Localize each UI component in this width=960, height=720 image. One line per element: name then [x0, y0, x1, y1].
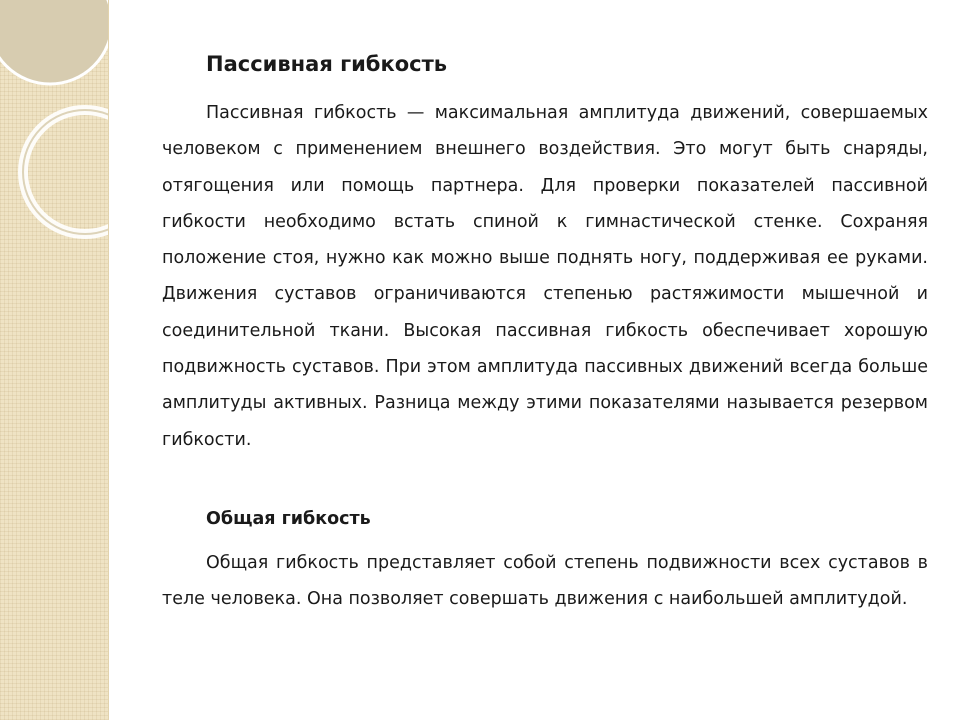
- heading-general-flexibility: Общая гибкость: [206, 509, 371, 529]
- decorative-circles: [0, 0, 108, 720]
- decorative-side-panel: [0, 0, 109, 720]
- decorative-ring-large: [23, 110, 108, 234]
- paragraph-general-flexibility: Общая гибкость представляет собой степень подвижности всех суставов в теле человека. Она позволяет совершать движения с наибольшей амплитудой.: [162, 553, 928, 610]
- heading-passive-flexibility: Пассивная гибкость: [206, 52, 448, 76]
- decorative-circle-filled: [0, 0, 108, 84]
- paragraph-passive-flexibility: Пассивная гибкость — максимальная амплитуда движений, совершаемых человеком с применением внешнего воздействия. Это могут быть снаряды, отягощения или помощь партнера. Для проверки показателей пассивной гибкости необходимо встать спиной к гимнастической стенке. Сохраняя положение стоя, нужно как можно выше поднять ногу, поддерживая ее руками. Движения суставов ограничиваются степенью растяжимости мышечной и соединительной ткани. Высокая пассивная гибкость обеспечивает хорошую подвижность суставов. При этом амплитуда пассивных движений всегда больше амплитуды активных. Разница между этими показателями называется резервом гибкости.: [162, 103, 928, 450]
